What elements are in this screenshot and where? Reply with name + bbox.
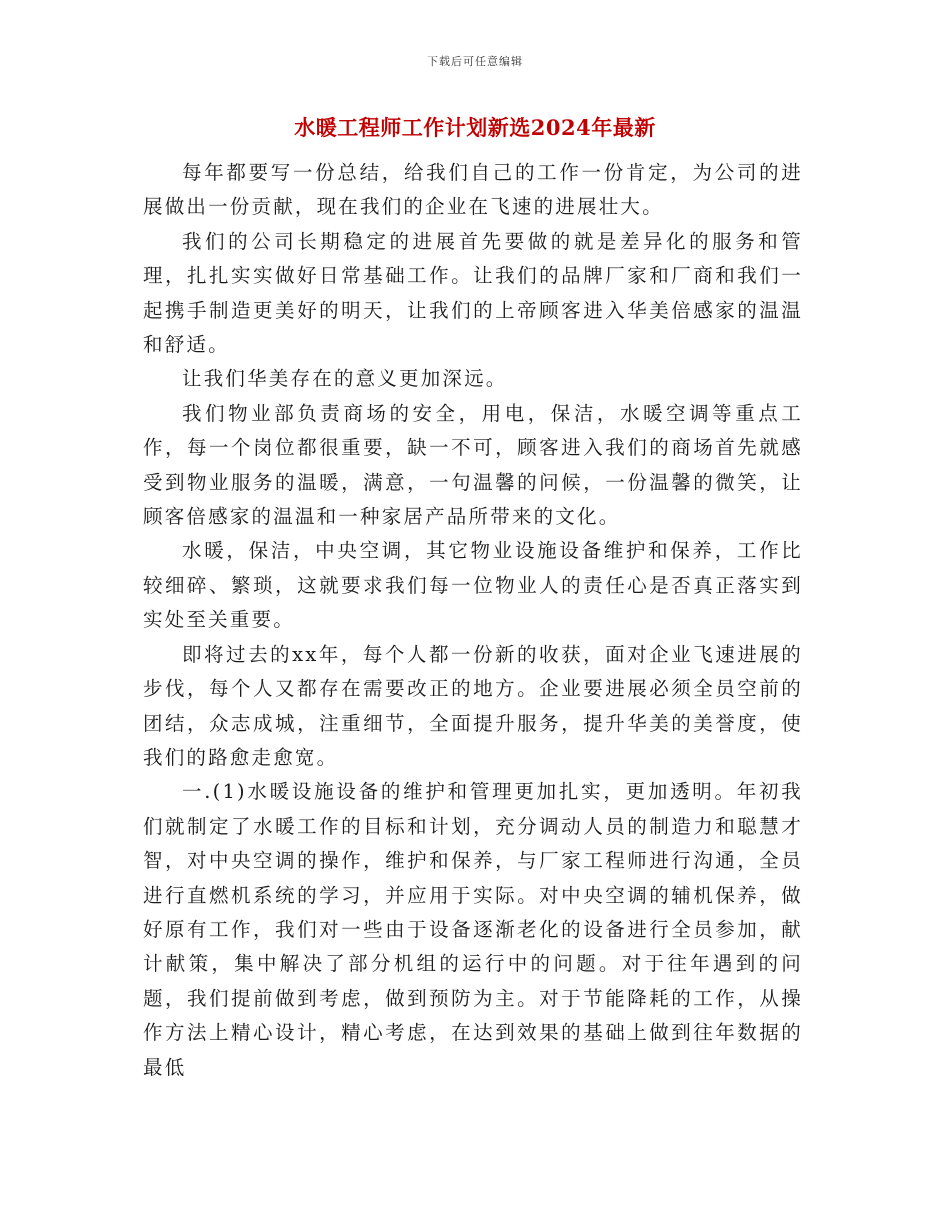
paragraph-4: 我们物业部负责商场的安全，用电，保洁，水暖空调等重点工作，每一个岗位都很重要，缺一不可，顾客进入我们的商场首先就感受到物业服务的温暖，满意，一句温馨的问候，一份温馨的微笑，让顾客倍感家的温温和一种家居产品所带来的文化。 xyxy=(143,401,803,529)
paragraph-6: 即将过去的xx年，每个人都一份新的收获，面对企业飞速进展的步伐，每个人又都存在需要改正的地方。企业要进展必须全员空前的团结，众志成城，注重细节，全面提升服务，提升华美的美誉度，使我们的路愈走愈宽。 xyxy=(143,642,803,769)
document-title: 水暖工程师工作计划新选2024年最新 xyxy=(294,115,656,140)
paragraph-2: 我们的公司长期稳定的进展首先要做的就是差异化的服务和管理，扎扎实实做好日常基础工作。让我们的品牌厂家和厂商和我们一起携手制造更美好的明天，让我们的上帝顾客进入华美倍感家的温温和舒适。 xyxy=(143,229,803,357)
document-body xyxy=(143,156,803,1085)
page-header-note: 下载后可任意编辑 xyxy=(427,55,523,68)
paragraph-7: 一.(1)水暖设施设备的维护和管理更加扎实，更加透明。年初我们就制定了水暖工作的目标和计划，充分调动人员的制造力和聪慧才智，对中央空调的操作，维护和保养，与厂家工程师进行沟通，全员进行直燃机系统的学习，并应用于实际。对中央空调的辅机保养，做好原有工作，我们对一些由于设备逐渐老化的设备进行全员参加，献计献策，集中解决了部分机组的运行中的问题。对于往年遇到的问题，我们提前做到考虑，做到预防为主。对于节能降耗的工作，从操作方法上精心设计，精心考虑，在达到效果的基础上做到往年数据的最低 xyxy=(143,780,803,1079)
paragraph-3: 让我们华美存在的意义更加深远。 xyxy=(182,367,508,391)
paragraph-5: 水暖，保洁，中央空调，其它物业设施设备维护和保养，工作比较细碎、繁琐，这就要求我们每一位物业人的责任心是否真正落实到实处至关重要。 xyxy=(143,539,803,632)
paragraph-1: 每年都要写一份总结，给我们自己的工作一份肯定，为公司的进展做出一份贡献，现在我们的企业在飞速的进展壮大。 xyxy=(143,161,803,219)
